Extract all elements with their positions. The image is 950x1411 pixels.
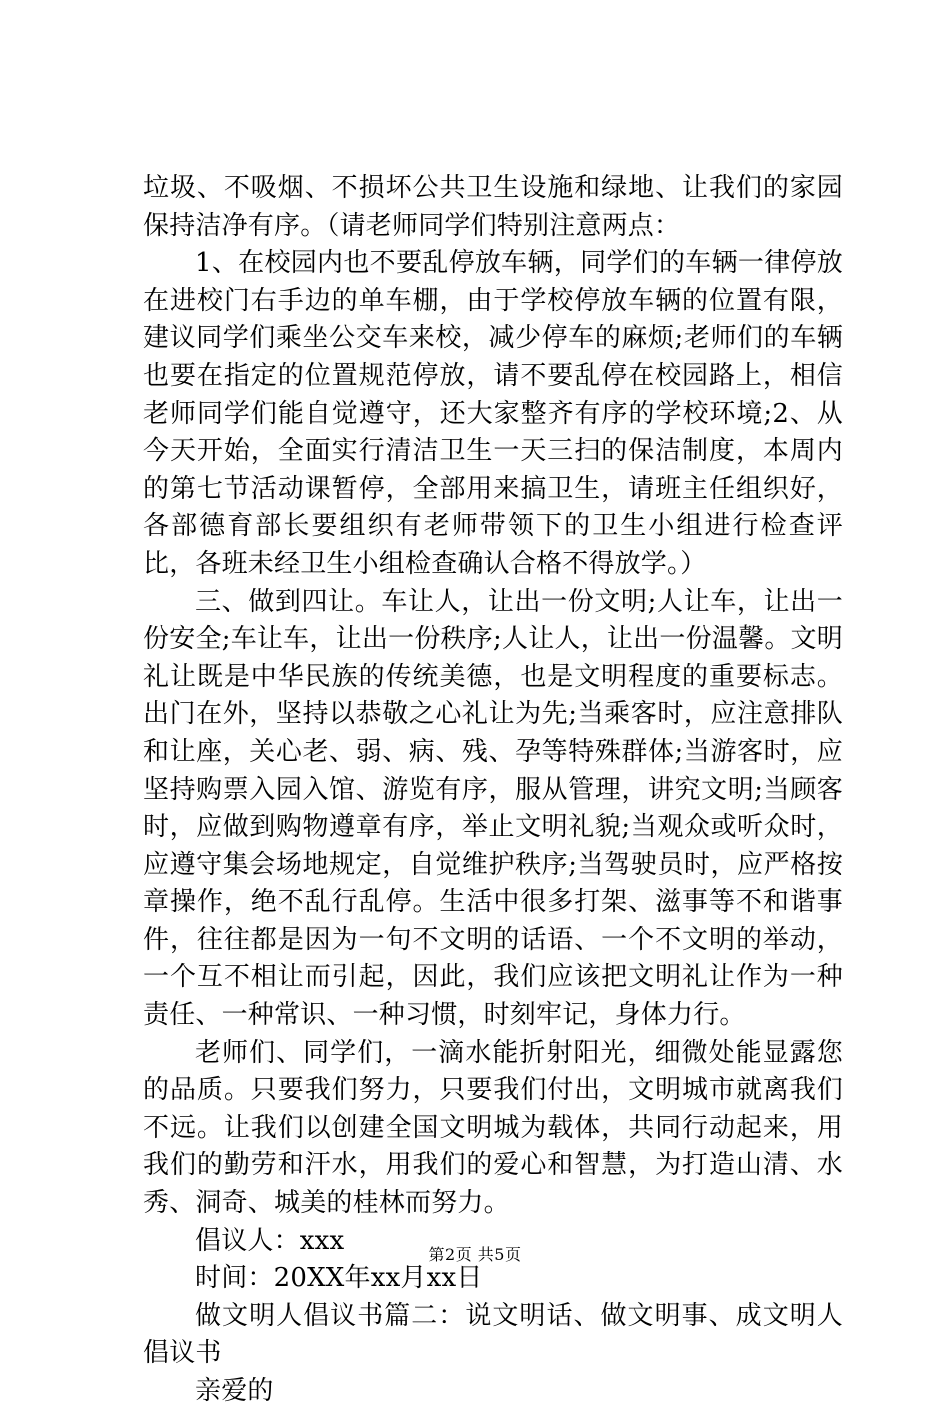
paragraph-continued: 垃圾、不吸烟、不损坏公共卫生设施和绿地、让我们的家园保持洁净有序。（请老师同学们特别注意两点： — [143, 173, 843, 241]
date-line: 时间：20XX年xx月xx日 — [195, 1263, 483, 1294]
document-body — [143, 170, 843, 1411]
paragraph-closing: 老师们、同学们，一滴水能折射阳光，细微处能显露您的品质。只要我们努力，只要我们付出，文明城市就离我们不远。让我们以创建全国文明城为载体，共同行动起来，用我们的勤劳和汗水，用我们的爱心和智慧，为打造山清、水秀、洞奇、城美的桂林而努力。 — [143, 1037, 843, 1219]
proposer-line: 倡议人：xxx — [195, 1225, 345, 1256]
section-title: 做文明人倡议书篇二：说文明话、做文明事、成文明人倡议书 — [143, 1300, 843, 1369]
salutation-line: 亲爱的 — [195, 1376, 274, 1406]
paragraph-notice-points: 1、在校园内也不要乱停放车辆，同学们的车辆一律停放在进校门右手边的单车棚，由于学校停放车辆的位置有限，建议同学们乘坐公交车来校，减少停车的麻烦;老师们的车辆也要在指定的位置规范停放，请不要乱停在校园路上，相信老师同学们能自觉遵守，还大家整齐有序的学校环境;2、从今天开始，全面实行清洁卫生一天三扫的保洁制度，本周内的第七节活动课暂停，全部用来搞卫生，请班主任组织好，各部德育部长要组织有老师带领下的卫生小组进行检查评比，各班未经卫生小组检查确认合格不得放学。） — [143, 248, 843, 579]
paragraph-four-yields: 三、做到四让。车让人，让出一份文明;人让车，让出一份安全;车让车，让出一份秩序;人让人，让出一份温馨。文明礼让既是中华民族的传统美德，也是文明程度的重要标志。出门在外，坚持以恭敬之心礼让为先;当乘客时，应注意排队和让座，关心老、弱、病、残、孕等特殊群体;当游客时，应坚持购票入园入馆、游览有序，服从管理，讲究文明;当顾客时，应做到购物遵章有序，举止文明礼貌;当观众或听众时，应遵守集会场地规定，自觉维护秩序;当驾驶员时，应严格按章操作，绝不乱行乱停。生活中很多打架、滋事等不和谐事件，往往都是因为一句不文明的话语、一个不文明的举动，一个互不相让而引起，因此，我们应该把文明礼让作为一种责任、一种常识、一种习惯，时刻牢记，身体力行。 — [143, 586, 843, 1031]
page-footer: 第2页 共5页 — [428, 1245, 522, 1264]
